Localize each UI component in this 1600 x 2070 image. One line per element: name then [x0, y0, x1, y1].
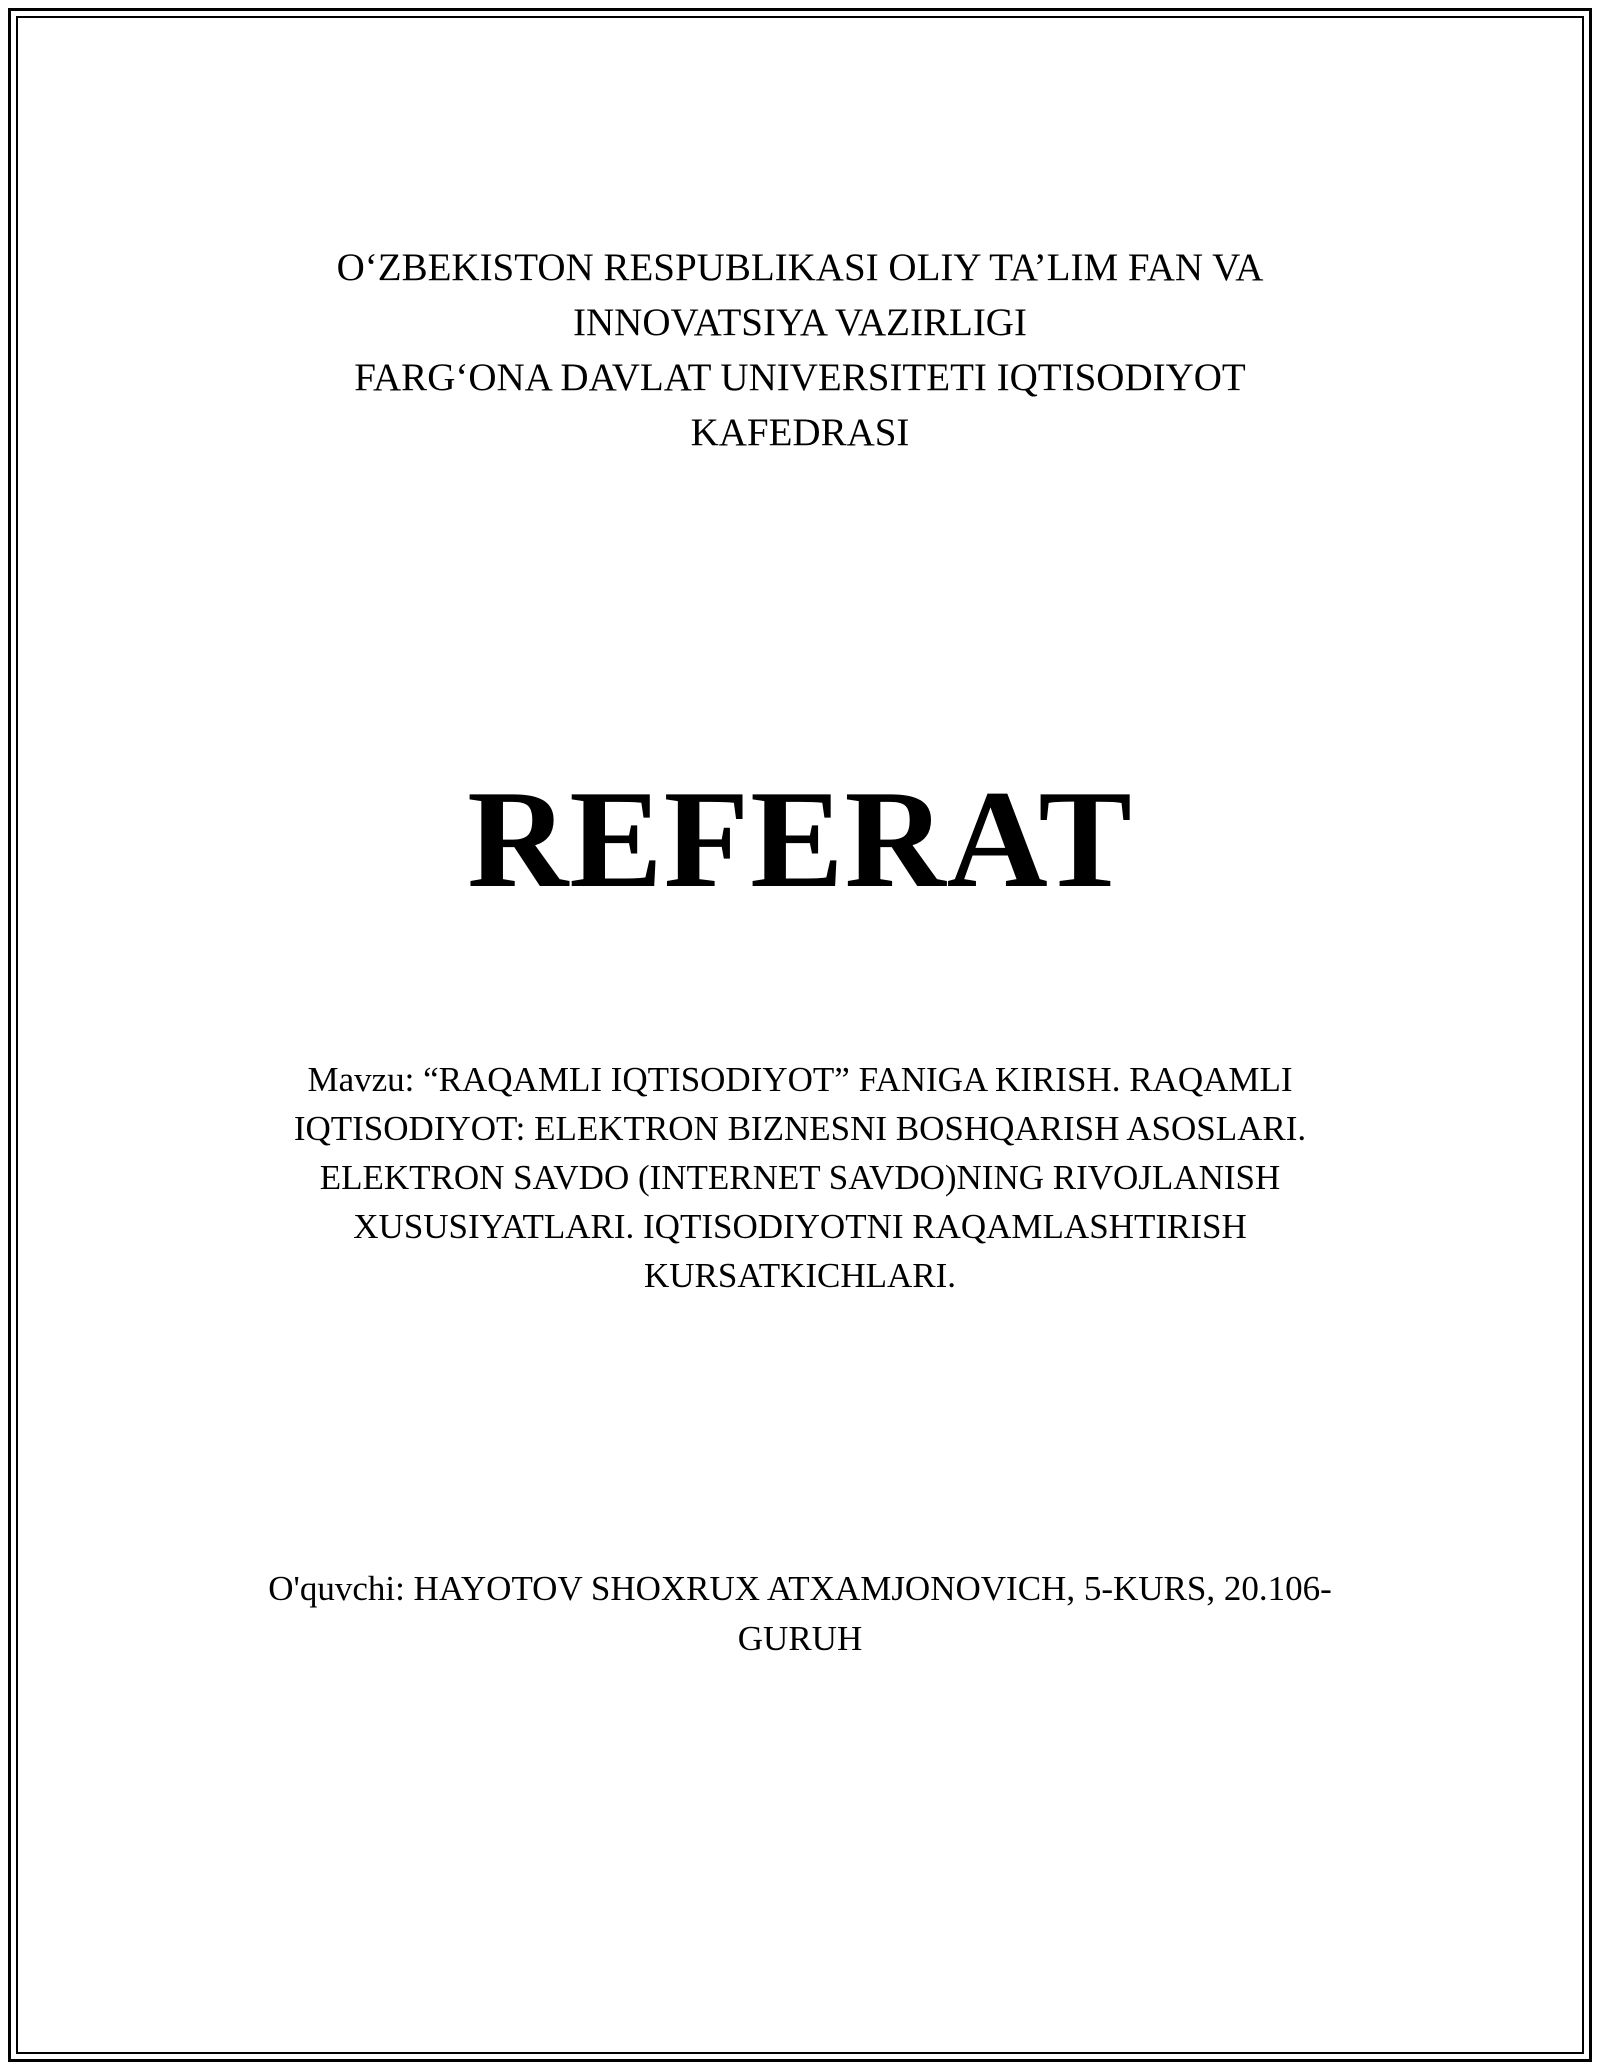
topic-line: IQTISODIYOT: ELEKTRON BIZNESNI BOSHQARISH ASOSLARI.	[293, 1109, 1307, 1148]
topic-line: XUSUSIYATLARI. IQTISODIYOTNI RAQAMLASHTIRISH	[353, 1207, 1247, 1246]
document-title: REFERAT	[467, 762, 1133, 917]
institution-header	[0, 240, 1600, 460]
student-info	[0, 1564, 1600, 1664]
header-line: FARG‘ONA DAVLAT UNIVERSITETI IQTISODIYOT	[354, 356, 1246, 399]
student-line: O'quvchi: HAYOTOV SHOXRUX ATXAMJONOVICH, 5-KURS, 20.106-	[268, 1569, 1332, 1608]
student-line: GURUH	[737, 1619, 863, 1658]
header-line: INNOVATSIYA VAZIRLIGI	[573, 301, 1027, 344]
header-line: O‘ZBEKISTON RESPUBLIKASI OLIY TA’LIM FAN VA	[336, 246, 1264, 289]
topic-section	[0, 1055, 1600, 1300]
header-line: KAFEDRASI	[690, 411, 910, 454]
topic-line: ELEKTRON SAVDO (INTERNET SAVDO)NING RIVOJLANISH	[319, 1158, 1281, 1197]
topic-line: KURSATKICHLARI.	[643, 1256, 957, 1295]
topic-line: Mavzu: “RAQAMLI IQTISODIYOT” FANIGA KIRISH. RAQAMLI	[307, 1060, 1293, 1099]
